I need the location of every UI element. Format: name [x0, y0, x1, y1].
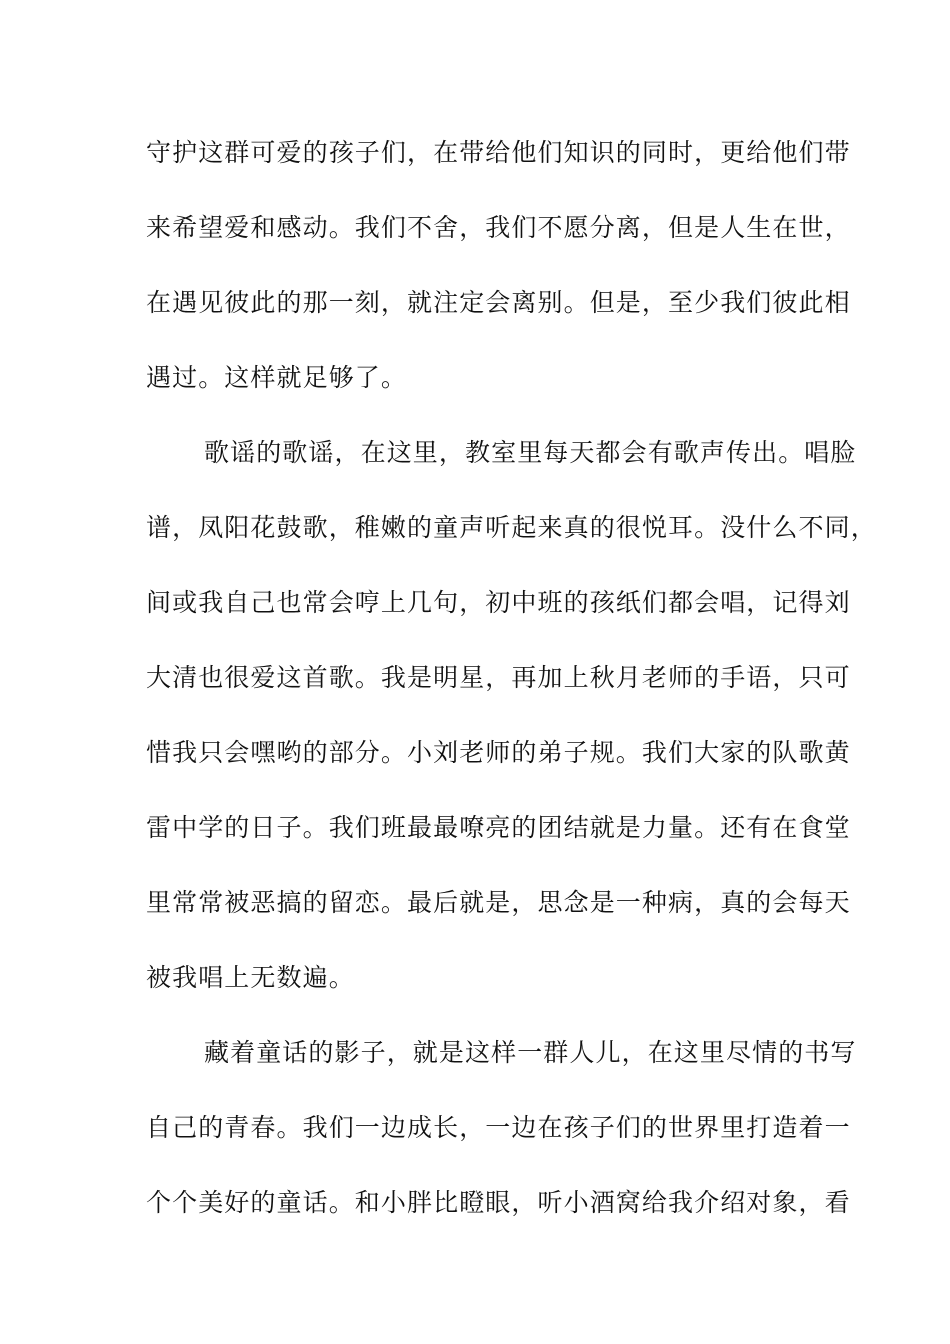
paragraph-first-line: 歌谣的歌谣，在这里，教室里每天都会有歌声传出。唱脸 — [204, 438, 857, 467]
text-line: 谱，凤阳花鼓歌，稚嫩的童声听起来真的很悦耳。没什么不同， — [146, 513, 877, 542]
body-text — [146, 125, 877, 1250]
text-line: 个个美好的童话。和小胖比瞪眼，听小酒窝给我介绍对象，看 — [146, 1188, 851, 1217]
text-line: 遇过。这样就足够了。 — [146, 363, 408, 392]
text-line: 间或我自己也常会哼上几句，初中班的孩纸们都会唱，记得刘 — [146, 588, 851, 617]
text-line: 守护这群可爱的孩子们，在带给他们知识的同时，更给他们带 — [146, 138, 851, 167]
text-line: 大清也很爱这首歌。我是明星，再加上秋月老师的手语，只可 — [146, 663, 851, 692]
text-line: 来希望爱和感动。我们不舍，我们不愿分离，但是人生在世， — [146, 213, 851, 242]
text-line: 雷中学的日子。我们班最最嘹亮的团结就是力量。还有在食堂 — [146, 813, 851, 842]
text-line: 自己的青春。我们一边成长，一边在孩子们的世界里打造着一 — [146, 1113, 851, 1142]
text-line: 被我唱上无数遍。 — [146, 963, 355, 992]
text-line: 里常常被恶搞的留恋。最后就是，思念是一种病，真的会每天 — [146, 888, 851, 917]
paragraph-first-line: 藏着童话的影子，就是这样一群人儿，在这里尽情的书写 — [204, 1038, 857, 1067]
text-line: 在遇见彼此的那一刻，就注定会离别。但是，至少我们彼此相 — [146, 288, 851, 317]
text-line: 惜我只会嘿哟的部分。小刘老师的弟子规。我们大家的队歌黄 — [146, 738, 851, 767]
